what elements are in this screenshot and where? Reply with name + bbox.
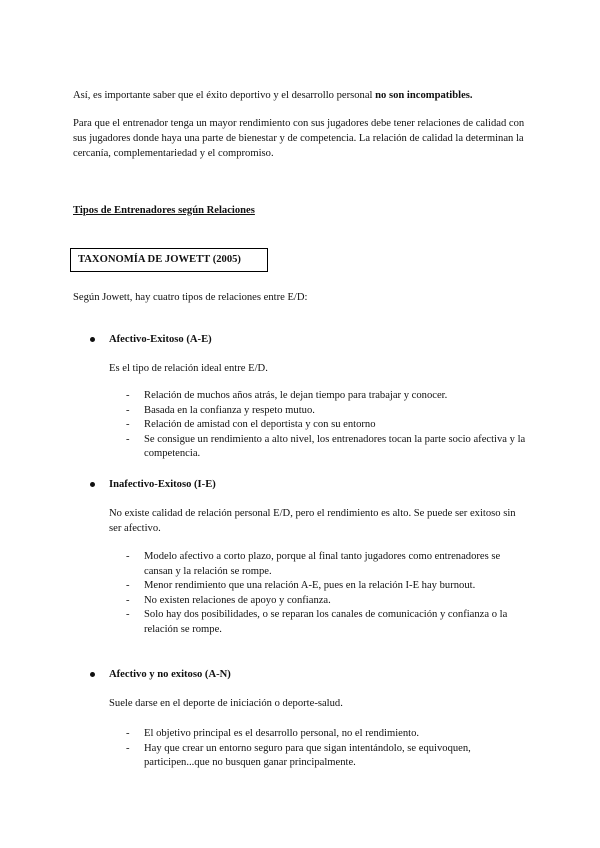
list-item: - No existen relaciones de apoyo y confianza. (126, 594, 331, 606)
taxonomy-box: TAXONOMÍA DE JOWETT (2005) (70, 248, 268, 272)
lead-paragraph: Según Jowett, hay cuatro tipos de relaciones entre E/D: (73, 292, 308, 303)
section-desc-i-e: No existe calidad de relación personal E/D, pero el rendimiento es alto. Se puede ser exitoso sin ser afectivo. (109, 508, 516, 534)
list-item: - Relación de amistad con el deportista y con su entorno (126, 419, 376, 430)
list-item: - Hay que crear un entorno seguro para que sigan intentándolo, se equivoquen, participen...que no busquen ganar principalmente. (126, 742, 471, 768)
intro-paragraph-2: Para que el entrenador tenga un mayor rendimiento con sus jugadores debe tener relaciones de calidad con sus jugadores donde haya una parte de bienestar y de competencia. La relación de calidad la determinan la cercanía, complementariedad y el compromiso. (73, 118, 525, 159)
section-title-text: Inafectivo-Exitoso (I-E) (109, 479, 216, 490)
section-desc-a-e: Es el tipo de relación ideal entre E/D. (109, 363, 268, 374)
list-item: - El objetivo principal es el desarrollo personal, no el rendimiento. (126, 728, 420, 739)
bullet-icon (90, 482, 95, 487)
list-item: - Basada en la confianza y respeto mutuo. (126, 404, 315, 416)
bullet-icon (90, 672, 95, 677)
list-i-e (109, 550, 529, 637)
list-a-e (109, 389, 529, 462)
section-title-i-e (90, 477, 216, 492)
bullet-icon (90, 337, 95, 342)
section-title-text: Afectivo y no exitoso (A-N) (109, 669, 231, 680)
section-title-a-n (90, 667, 231, 682)
list-item: - Menor rendimiento que una relación A-E, pues en la relación I-E hay burnout. (126, 580, 476, 591)
section-title-a-e (90, 332, 212, 347)
intro-bold-text: no son incompatibles. (375, 90, 473, 101)
list-item: - Se consigue un rendimiento a alto nivel, los entrenadores tocan la parte socio afectiva y la competencia. (126, 433, 526, 459)
list-item: - Solo hay dos posibilidades, o se reparan los canales de comunicación y confianza o la relación se rompe. (126, 609, 508, 635)
list-item: - Relación de muchos años atrás, le dejan tiempo para trabajar y conocer. (126, 390, 448, 401)
list-item: - Modelo afectivo a corto plazo, porque al final tanto jugadores como entrenadores se cansan y la relación se rompe. (126, 551, 501, 577)
list-a-n (109, 727, 529, 771)
section-heading: Tipos de Entrenadores según Relaciones (73, 205, 255, 216)
section-title-text: Afectivo-Exitoso (A-E) (109, 334, 212, 345)
intro-paragraph-1 (73, 88, 533, 103)
section-desc-a-n: Suele darse en el deporte de iniciación o deporte-salud. (109, 698, 343, 709)
intro-text: Así, es importante saber que el éxito deportivo y el desarrollo personal (73, 90, 376, 101)
